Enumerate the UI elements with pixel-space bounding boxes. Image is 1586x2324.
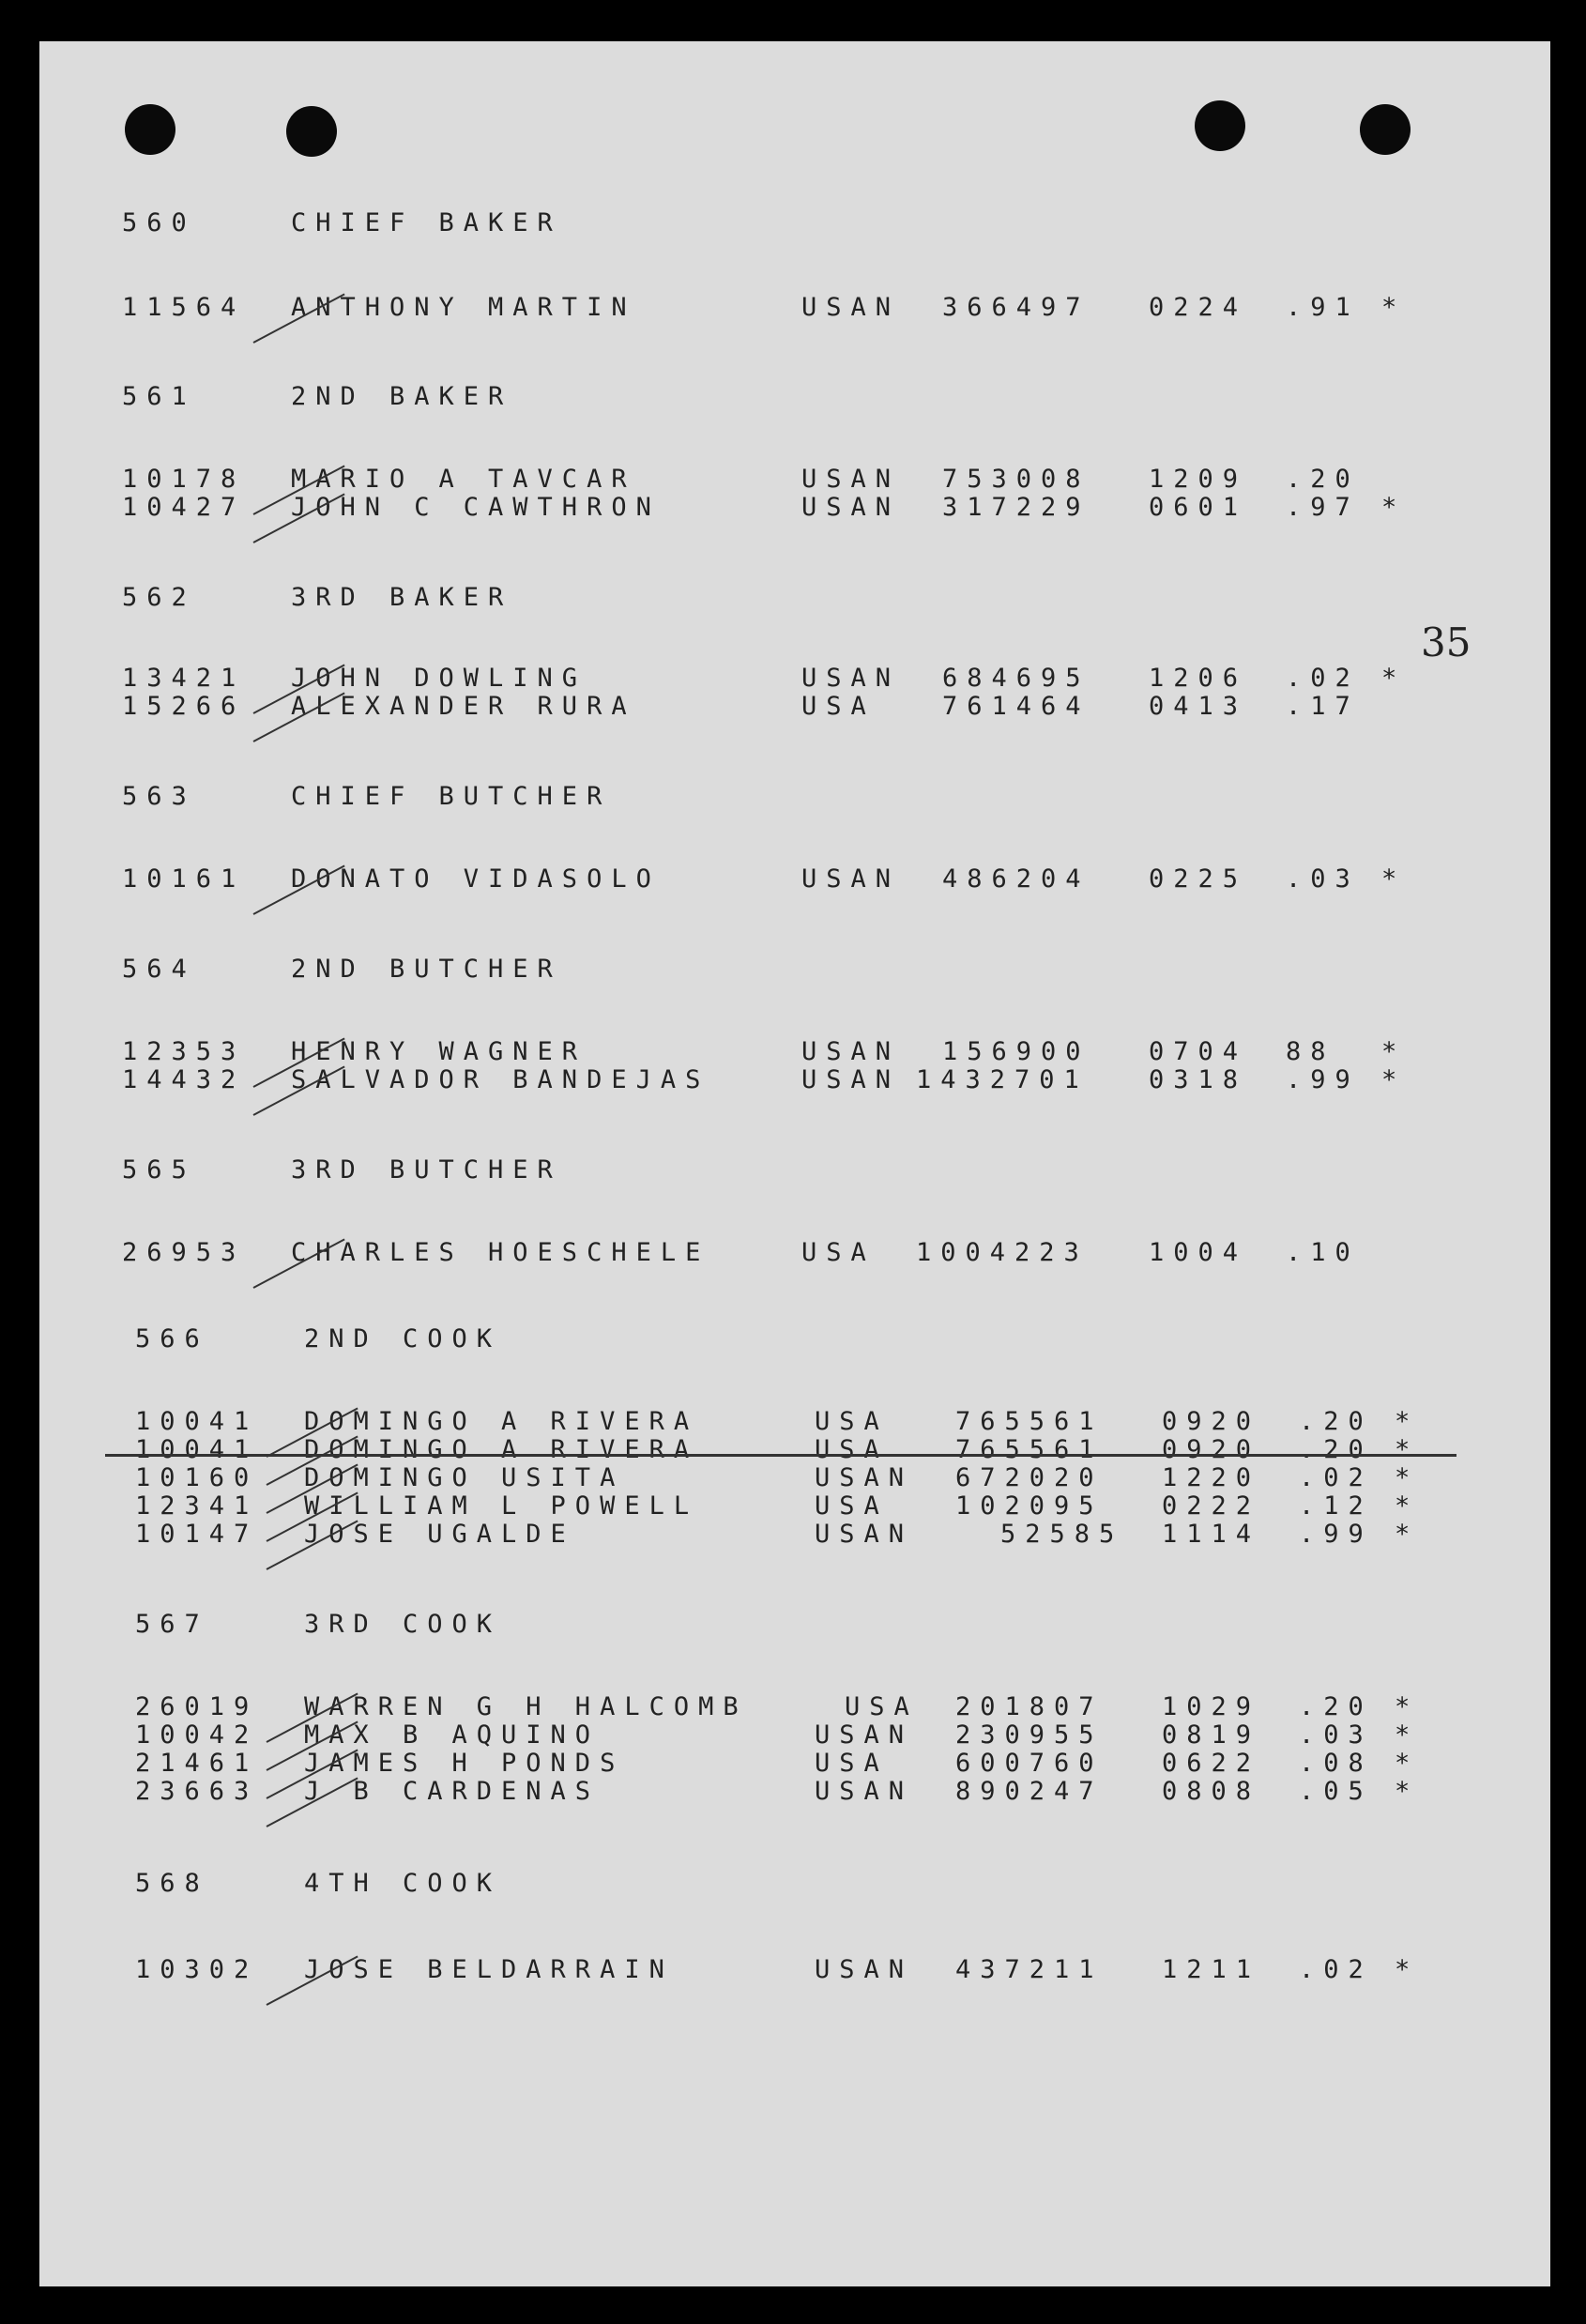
section-code: 566: [135, 1324, 209, 1353]
asterisk-mark: *: [1381, 493, 1407, 522]
date-code: 1211: [1162, 1955, 1261, 1984]
employee-name: J B CARDENAS: [304, 1777, 601, 1806]
employee-name: JOHN DOWLING: [291, 664, 587, 693]
roster-row: [39, 1407, 1541, 1437]
date-code: 0222: [1162, 1491, 1261, 1521]
section-header: [39, 1324, 1541, 1354]
asterisk-mark: *: [1395, 1955, 1420, 1984]
section-code: 563: [122, 782, 196, 811]
punch-hole-3: [1195, 100, 1245, 151]
amount: .20: [1286, 465, 1360, 494]
roster-row: [39, 1065, 1541, 1095]
asterisk-mark: *: [1395, 1749, 1420, 1778]
section-header: [39, 583, 1541, 613]
section-header: [39, 782, 1541, 812]
amount: .03: [1299, 1720, 1373, 1750]
date-code: 0225: [1149, 864, 1248, 894]
section-title: 4TH COOK: [304, 1869, 502, 1898]
employee-id: 10160: [135, 1463, 259, 1492]
employee-id: 10042: [135, 1720, 259, 1750]
employee-name: DONATO VIDASOLO: [291, 864, 661, 894]
document-number: 52585: [1000, 1520, 1124, 1549]
document-number: 1004223: [916, 1238, 1089, 1267]
date-code: 1206: [1149, 664, 1248, 693]
citizenship: USA: [801, 1238, 876, 1267]
employee-id: 10041: [135, 1435, 259, 1464]
citizenship: USAN: [815, 1955, 914, 1984]
date-code: 0704: [1149, 1037, 1248, 1066]
section-code: 564: [122, 955, 196, 984]
amount: .02: [1299, 1955, 1373, 1984]
citizenship: USAN: [815, 1777, 914, 1806]
section-title: CHIEF BUTCHER: [291, 782, 612, 811]
punch-hole-1: [125, 104, 175, 155]
employee-id: 26019: [135, 1692, 259, 1721]
employee-name: WILLIAM L POWELL: [304, 1491, 699, 1521]
document-number: 765561: [955, 1435, 1104, 1464]
section-title: 3RD BAKER: [291, 583, 513, 612]
document-number: 684695: [942, 664, 1090, 693]
amount: .10: [1286, 1238, 1360, 1267]
citizenship: USA: [845, 1692, 919, 1721]
employee-id: 11564: [122, 293, 246, 322]
roster-row: [39, 293, 1541, 323]
document-number: 600760: [955, 1749, 1104, 1778]
date-code: 0920: [1162, 1407, 1261, 1436]
punch-hole-4: [1360, 104, 1411, 155]
document-number: 201807: [955, 1692, 1104, 1721]
employee-name: ANTHONY MARTIN: [291, 293, 636, 322]
document-number: 156900: [942, 1037, 1090, 1066]
document-number: 486204: [942, 864, 1090, 894]
roster-row: [39, 1955, 1541, 1985]
employee-name: JAMES H PONDS: [304, 1749, 625, 1778]
employee-id: 10161: [122, 864, 246, 894]
employee-id: 15266: [122, 692, 246, 721]
amount: .99: [1299, 1520, 1373, 1549]
date-code: 0819: [1162, 1720, 1261, 1750]
citizenship: USA: [815, 1435, 889, 1464]
employee-id: 13421: [122, 664, 246, 693]
citizenship: USAN: [815, 1720, 914, 1750]
employee-id: 10302: [135, 1955, 259, 1984]
roster-row: [39, 1692, 1541, 1722]
section-code: 562: [122, 583, 196, 612]
asterisk-mark: *: [1395, 1720, 1420, 1750]
section-header: [39, 1869, 1541, 1899]
amount: .20: [1299, 1407, 1373, 1436]
citizenship: USAN: [801, 293, 901, 322]
date-code: 0413: [1149, 692, 1248, 721]
asterisk-mark: *: [1381, 1037, 1407, 1066]
date-code: 1029: [1162, 1692, 1261, 1721]
employee-id: 10427: [122, 493, 246, 522]
section-title: 2ND BUTCHER: [291, 955, 562, 984]
asterisk-mark: *: [1395, 1491, 1420, 1521]
roster-row: [39, 1491, 1541, 1521]
amount: .02: [1299, 1463, 1373, 1492]
citizenship: USA: [815, 1749, 889, 1778]
employee-id: 12353: [122, 1037, 246, 1066]
amount: .02: [1286, 664, 1360, 693]
asterisk-mark: *: [1395, 1463, 1420, 1492]
date-code: 1004: [1149, 1238, 1248, 1267]
employee-name: DOMINGO USITA: [304, 1463, 625, 1492]
section-title: 2ND BAKER: [291, 382, 513, 411]
employee-id: 12341: [135, 1491, 259, 1521]
strikethrough-line: [105, 1454, 1456, 1457]
roster-row: [39, 465, 1541, 495]
date-code: 1114: [1162, 1520, 1261, 1549]
citizenship: USAN: [801, 864, 901, 894]
amount: .91: [1286, 293, 1360, 322]
document-number: 753008: [942, 465, 1090, 494]
date-code: 0622: [1162, 1749, 1261, 1778]
date-code: 1209: [1149, 465, 1248, 494]
citizenship: USAN: [801, 493, 901, 522]
amount: .20: [1299, 1692, 1373, 1721]
asterisk-mark: *: [1395, 1520, 1420, 1549]
punch-hole-2: [286, 106, 337, 157]
section-title: 3RD COOK: [304, 1610, 502, 1639]
employee-name: JOSE UGALDE: [304, 1520, 575, 1549]
employee-name: MARIO A TAVCAR: [291, 465, 636, 494]
roster-row: [39, 864, 1541, 894]
asterisk-mark: *: [1395, 1692, 1420, 1721]
section-code: 568: [135, 1869, 209, 1898]
document-number: 761464: [942, 692, 1090, 721]
roster-row: [39, 692, 1541, 722]
employee-name: DOMINGO A RIVERA: [304, 1435, 699, 1464]
section-header: [39, 382, 1541, 412]
document-number: 672020: [955, 1463, 1104, 1492]
document-number: 890247: [955, 1777, 1104, 1806]
amount: .99: [1286, 1065, 1360, 1094]
employee-id: 26953: [122, 1238, 246, 1267]
employee-name: JOSE BELDARRAIN: [304, 1955, 674, 1984]
employee-name: MAX B AQUINO: [304, 1720, 601, 1750]
employee-id: 14432: [122, 1065, 246, 1094]
section-title: 2ND COOK: [304, 1324, 502, 1353]
section-header: [39, 1610, 1541, 1640]
amount: .08: [1299, 1749, 1373, 1778]
document-page: [39, 41, 1550, 2286]
amount: 88: [1286, 1037, 1335, 1066]
citizenship: USAN: [815, 1463, 914, 1492]
amount: .20: [1299, 1435, 1373, 1464]
citizenship: USAN: [801, 664, 901, 693]
roster-row: [39, 1520, 1541, 1550]
section-header: [39, 1155, 1541, 1185]
document-number: 102095: [955, 1491, 1104, 1521]
roster-row: [39, 1435, 1541, 1465]
section-header: [39, 955, 1541, 985]
asterisk-mark: *: [1395, 1777, 1420, 1806]
section-code: 561: [122, 382, 196, 411]
date-code: 0224: [1149, 293, 1248, 322]
roster-row: [39, 1777, 1541, 1807]
employee-name: CHARLES HOESCHELE: [291, 1238, 710, 1267]
employee-name: JOHN C CAWTHRON: [291, 493, 661, 522]
amount: .03: [1286, 864, 1360, 894]
document-number: 765561: [955, 1407, 1104, 1436]
roster-row: [39, 1463, 1541, 1493]
section-code: 565: [122, 1155, 196, 1185]
date-code: 0808: [1162, 1777, 1261, 1806]
asterisk-mark: *: [1395, 1435, 1420, 1464]
citizenship: USA: [815, 1491, 889, 1521]
asterisk-mark: *: [1381, 1065, 1407, 1094]
date-code: 0601: [1149, 493, 1248, 522]
amount: .97: [1286, 493, 1360, 522]
roster-row: [39, 664, 1541, 694]
employee-id: 23663: [135, 1777, 259, 1806]
section-code: 567: [135, 1610, 209, 1639]
document-number: 437211: [955, 1955, 1104, 1984]
asterisk-mark: *: [1395, 1407, 1420, 1436]
document-number: 230955: [955, 1720, 1104, 1750]
date-code: 1220: [1162, 1463, 1261, 1492]
roster-row: [39, 1720, 1541, 1751]
citizenship: USAN: [815, 1520, 914, 1549]
citizenship: USA: [815, 1407, 889, 1436]
employee-id: 10178: [122, 465, 246, 494]
document-number: 1432701: [916, 1065, 1089, 1094]
employee-name: SALVADOR BANDEJAS: [291, 1065, 710, 1094]
employee-name: HENRY WAGNER: [291, 1037, 587, 1066]
employee-name: ALEXANDER RURA: [291, 692, 636, 721]
roster-row: [39, 493, 1541, 523]
section-code: 560: [122, 208, 196, 237]
employee-name: DOMINGO A RIVERA: [304, 1407, 699, 1436]
amount: .17: [1286, 692, 1360, 721]
employee-id: 10041: [135, 1407, 259, 1436]
section-title: 3RD BUTCHER: [291, 1155, 562, 1185]
document-number: 317229: [942, 493, 1090, 522]
roster-row: [39, 1037, 1541, 1067]
section-title: CHIEF BAKER: [291, 208, 562, 237]
roster-row: [39, 1749, 1541, 1779]
employee-id: 21461: [135, 1749, 259, 1778]
citizenship: USAN: [801, 465, 901, 494]
page-number: 35: [1421, 619, 1472, 665]
section-header: [39, 208, 1541, 238]
citizenship: USA: [801, 692, 876, 721]
citizenship: USAN: [801, 1037, 901, 1066]
document-number: 366497: [942, 293, 1090, 322]
roster-row: [39, 1238, 1541, 1268]
date-code: 0318: [1149, 1065, 1248, 1094]
asterisk-mark: *: [1381, 664, 1407, 693]
asterisk-mark: *: [1381, 293, 1407, 322]
employee-name: WARREN G H HALCOMB: [304, 1692, 748, 1721]
amount: .05: [1299, 1777, 1373, 1806]
date-code: 0920: [1162, 1435, 1261, 1464]
citizenship: USAN: [801, 1065, 901, 1094]
amount: .12: [1299, 1491, 1373, 1521]
employee-id: 10147: [135, 1520, 259, 1549]
asterisk-mark: *: [1381, 864, 1407, 894]
